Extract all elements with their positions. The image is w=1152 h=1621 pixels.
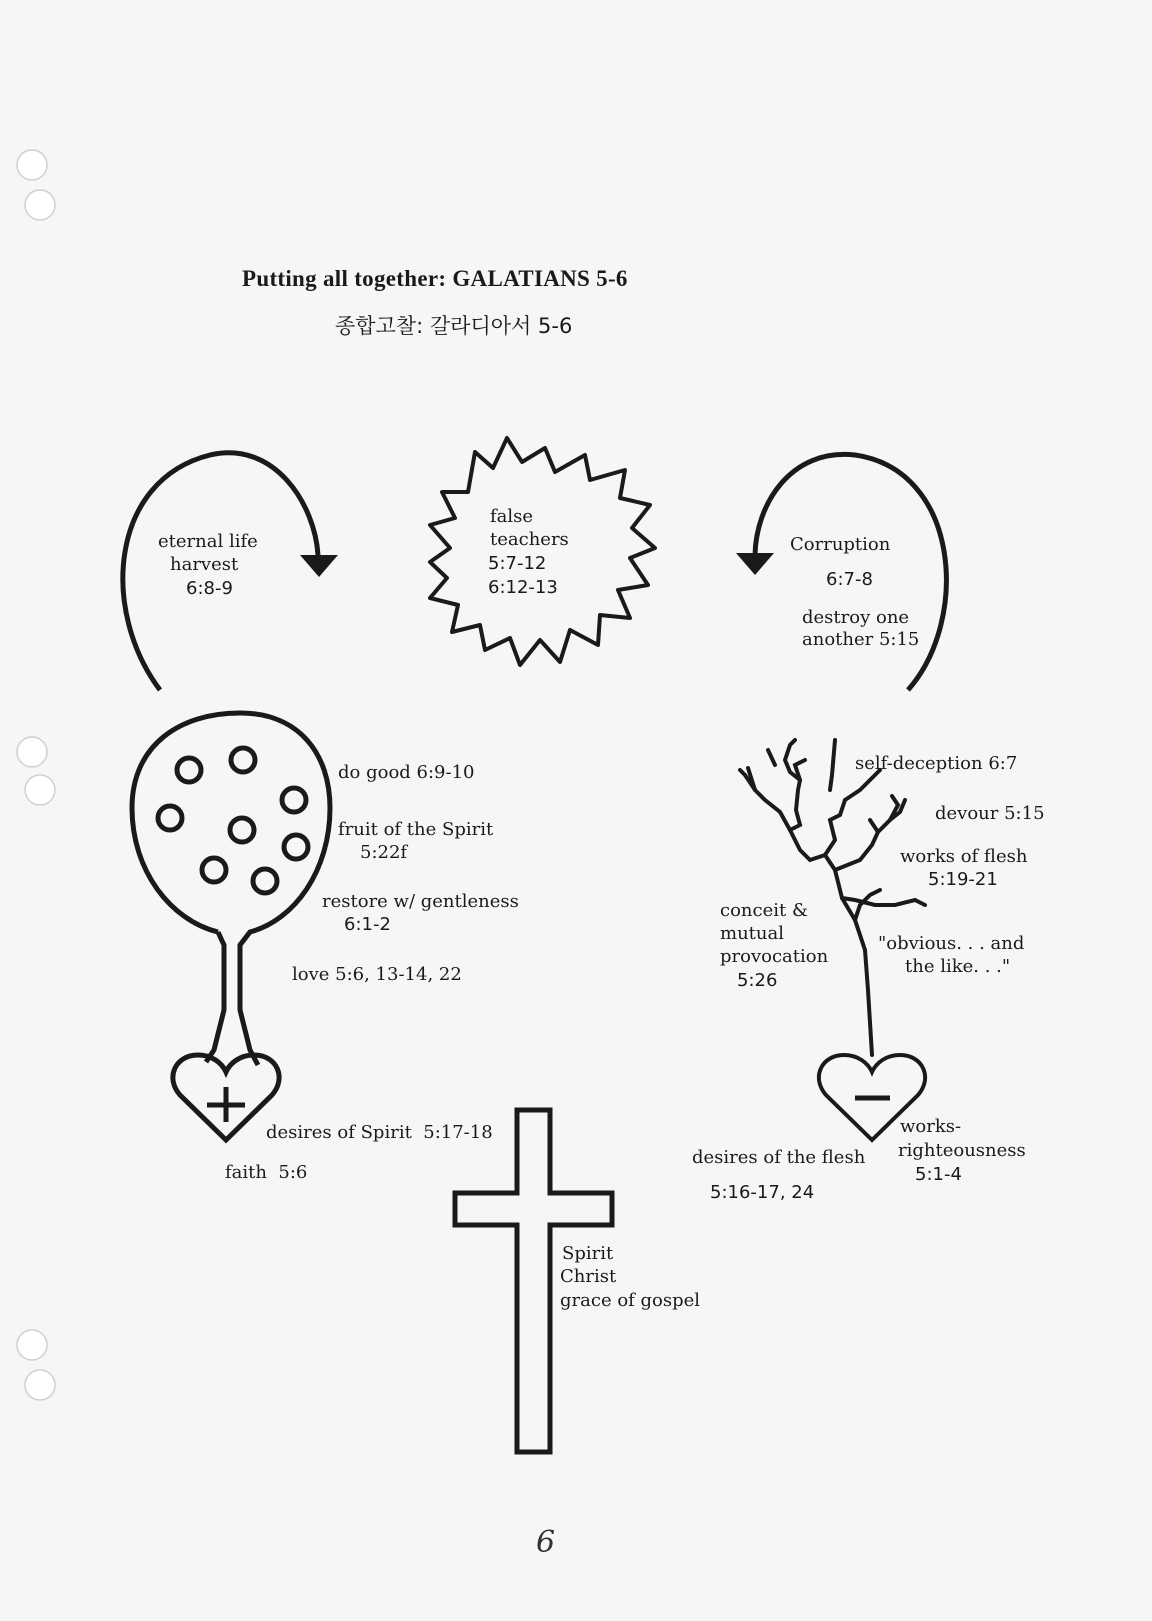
- self-deception-label: self-deception 6:7: [855, 753, 1018, 774]
- works-righteousness-line1: works-: [900, 1116, 962, 1137]
- false-teachers-line2: teachers: [490, 529, 569, 550]
- harvest-label-ref: 6:8-9: [186, 578, 233, 599]
- desires-flesh-ref: 5:16-17, 24: [710, 1182, 815, 1203]
- conceit-ref: 5:26: [737, 970, 778, 991]
- cross-label-christ: Christ: [560, 1266, 617, 1287]
- restore-label-ref: 6:1-2: [344, 914, 391, 935]
- page-subtitle: 종합고찰: 갈라디아서 5-6: [335, 314, 573, 338]
- do-good-label: do good 6:9-10: [338, 762, 475, 783]
- restore-label-line1: restore w/ gentleness: [322, 891, 519, 912]
- works-of-flesh-line1: works of flesh: [900, 846, 1028, 867]
- obvious-quote-line1: "obvious. . . and: [878, 933, 1025, 954]
- destroy-label-line1: destroy one: [802, 607, 910, 628]
- page-number: 6: [536, 1525, 556, 1560]
- conceit-line1: conceit &: [720, 900, 808, 921]
- harvest-label-line2: harvest: [170, 554, 239, 575]
- works-righteousness-line2: righteousness: [898, 1140, 1026, 1161]
- desires-spirit-label: desires of Spirit 5:17-18: [266, 1122, 493, 1143]
- false-teachers-line1: false: [490, 506, 534, 527]
- conceit-line2: mutual: [720, 923, 784, 944]
- cross-label-spirit: Spirit: [562, 1243, 614, 1264]
- destroy-label-line2: another 5:15: [802, 629, 920, 650]
- faith-label: faith 5:6: [225, 1162, 308, 1183]
- devour-label: devour 5:15: [935, 803, 1045, 824]
- binder-holes: [17, 150, 55, 1400]
- fruit-label-ref: 5:22f: [360, 842, 408, 863]
- page-title: Putting all together: GALATIANS 5-6: [242, 266, 628, 291]
- works-of-flesh-ref: 5:19-21: [928, 869, 998, 890]
- desires-flesh-label: desires of the flesh: [692, 1147, 866, 1168]
- obvious-quote-line2: the like. . .": [905, 956, 1011, 977]
- love-label: love 5:6, 13-14, 22: [292, 964, 462, 985]
- cross-label-grace: grace of gospel: [560, 1290, 701, 1311]
- works-righteousness-ref: 5:1-4: [915, 1164, 962, 1185]
- corruption-arrow-icon: [736, 553, 774, 575]
- spirit-tree-icon: [132, 713, 330, 1140]
- harvest-arrow-icon: [300, 555, 338, 577]
- corruption-label: Corruption: [790, 534, 891, 555]
- false-teachers-burst-icon: [430, 438, 655, 665]
- false-teachers-ref2: 6:12-13: [488, 577, 558, 598]
- harvest-label-line1: eternal life: [158, 531, 258, 552]
- plus-symbol-icon: [207, 1087, 245, 1122]
- corruption-ref: 6:7-8: [826, 569, 873, 590]
- conceit-line3: provocation: [720, 946, 829, 967]
- false-teachers-ref1: 5:7-12: [488, 553, 547, 574]
- fruit-label-line1: fruit of the Spirit: [338, 819, 494, 840]
